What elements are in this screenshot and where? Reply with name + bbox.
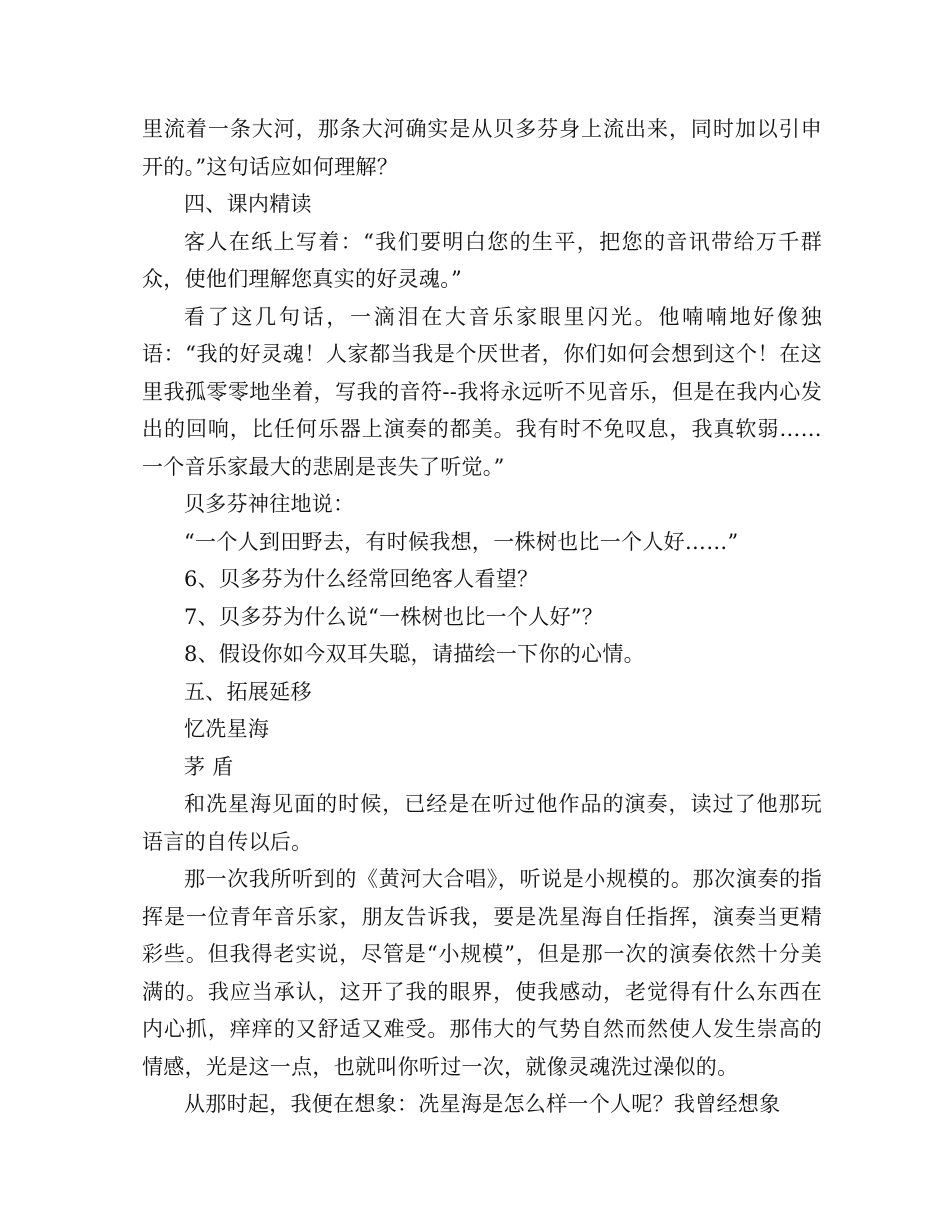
question-7: 7、贝多芬为什么说“一株树也比一个人好”？ bbox=[184, 604, 604, 629]
quote-paragraph: “一个人到田野去，有时候我想，一株树也比一个人好……” bbox=[184, 529, 739, 554]
paragraph: 贝多芬神往地说： bbox=[184, 492, 355, 516]
paragraph: 看了这几句话，一滴泪在大音乐家眼里闪光。他喃喃地好像独语：“我的好灵魂！人家都当我是个厌世者，你们如何会想到这个！在这里我孤零零地坐着，写我的音符--我将永远听不见音乐，但是在我内心发出的回响，比任何乐器上演奏的都美。我有时不免叹息，我真软弱……一个音乐家最大的悲剧是丧失了听觉。” bbox=[142, 304, 822, 479]
question-6: 6、贝多芬为什么经常回绝客人看望？ bbox=[184, 567, 539, 591]
paragraph-continuation: 里流着一条大河，那条大河确实是从贝多芬身上流出来，同时加以引申开的。”这句话应如何理解？ bbox=[142, 117, 822, 179]
section-heading-5: 五、拓展延移 bbox=[184, 679, 312, 704]
document-body bbox=[142, 111, 822, 1124]
article-title: 忆冼星海 bbox=[184, 717, 270, 741]
paragraph: 那一次我所听到的《黄河大合唱》，听说是小规模的。那次演奏的指挥是一位青年音乐家，朋友告诉我，要是冼星海自任指挥，演奏当更精彩些。但我得老实说，尽管是“小规模”，但是那一次的演奏依然十分美满的。我应当承认，这开了我的眼界，使我感动，老觉得有什么东西在内心抓，痒痒的又舒适又难受。那伟大的气势自然而然使人发生崇高的情感，光是这一点，也就叫你听过一次，就像灵魂洗过澡似的。 bbox=[142, 867, 822, 1079]
section-heading-4: 四、课内精读 bbox=[184, 192, 312, 216]
paragraph: 和冼星海见面的时候，已经是在听过他作品的演奏，读过了他那玩语言的自传以后。 bbox=[142, 792, 822, 854]
article-author: 茅 盾 bbox=[184, 754, 234, 779]
paragraph: 从那时起，我便在想象：冼星海是怎么样一个人呢？我曾经想象 bbox=[184, 1092, 781, 1116]
question-8: 8、假设你如今双耳失聪，请描绘一下你的心情。 bbox=[184, 642, 645, 666]
paragraph: 客人在纸上写着：“我们要明白您的生平，把您的音讯带给万千群众，使他们理解您真实的好灵魂。” bbox=[142, 229, 822, 291]
